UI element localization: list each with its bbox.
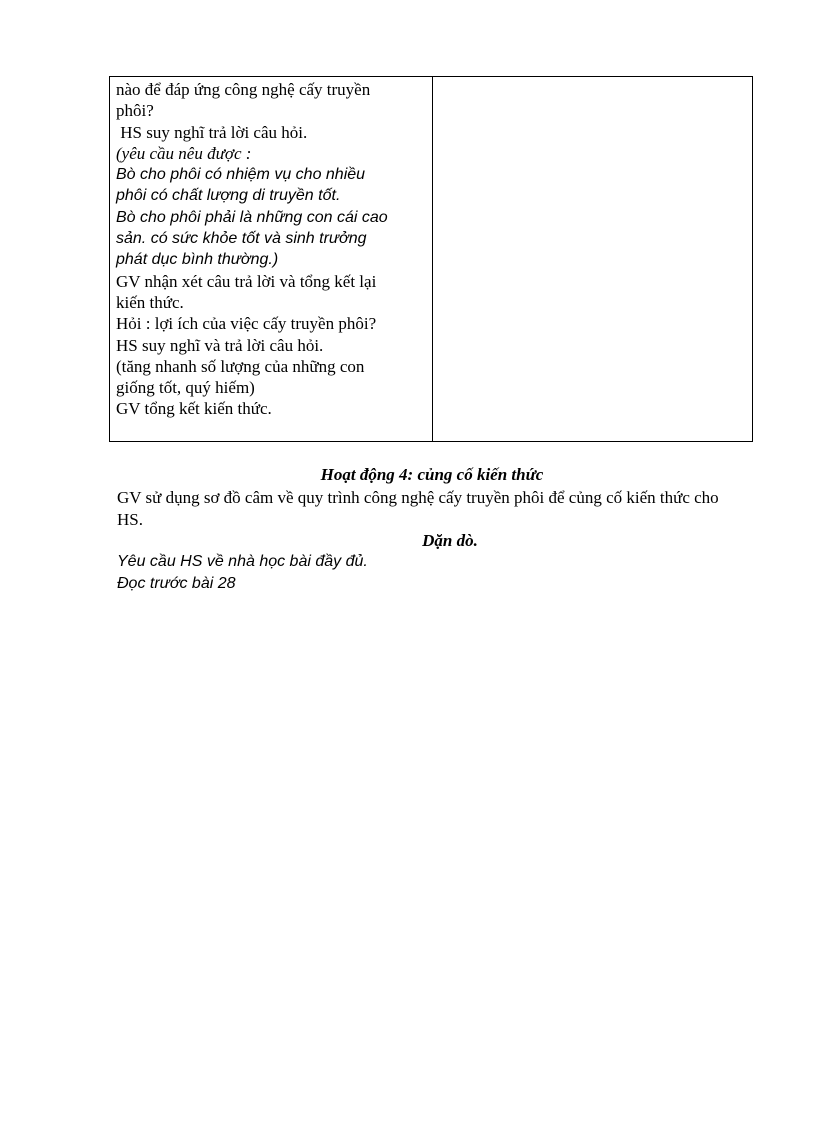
table-line: Bò cho phôi có nhiệm vụ cho nhiều	[116, 166, 366, 184]
table-line: phát dục bình thường.)	[116, 251, 279, 269]
table-line: HS suy nghĩ và trả lời câu hỏi.	[116, 335, 324, 355]
homework-list	[117, 551, 368, 594]
table-line: phôi có chất lượng di truyền tốt.	[116, 187, 341, 205]
table-line: (yêu cầu nêu được :	[116, 143, 252, 163]
table-line: HS suy nghĩ trả lời câu hỏi.	[116, 122, 308, 142]
table-line: Hỏi : lợi ích của việc cấy truyền phôi?	[116, 314, 377, 334]
table-line: sản. có sức khỏe tốt và sinh trưởng	[116, 230, 367, 248]
table-line: giống tốt, quý hiếm)	[116, 378, 255, 398]
table-line: GV nhận xét câu trả lời và tổng kết lại	[116, 271, 377, 291]
activity-4-heading: Hoạt động 4: củng cố kiến thức	[320, 465, 544, 484]
lesson-table	[109, 76, 753, 442]
content-cell-empty	[433, 77, 752, 441]
table-line: kiến thức.	[116, 292, 184, 312]
teacher-student-activity-cell	[110, 77, 433, 441]
table-line: Bò cho phôi phải là những con cái cao	[116, 208, 388, 226]
homework-heading: Dặn dò.	[422, 531, 478, 550]
table-line: (tăng nhanh số lượng của những con	[116, 356, 365, 376]
homework-item: Đọc trước bài 28	[117, 574, 236, 592]
activity-4-text: GV sử dụng sơ đồ câm về quy trình công nghệ cấy truyền phôi để củng cố kiến thức cho HS.	[117, 488, 719, 529]
homework-item: Yêu cầu HS về nhà học bài đầy đủ.	[117, 553, 368, 570]
table-line: nào để đáp ứng công nghệ cấy truyền	[116, 80, 371, 99]
table-line: GV tổng kết kiến thức.	[116, 399, 272, 419]
table-line: phôi?	[116, 101, 154, 121]
